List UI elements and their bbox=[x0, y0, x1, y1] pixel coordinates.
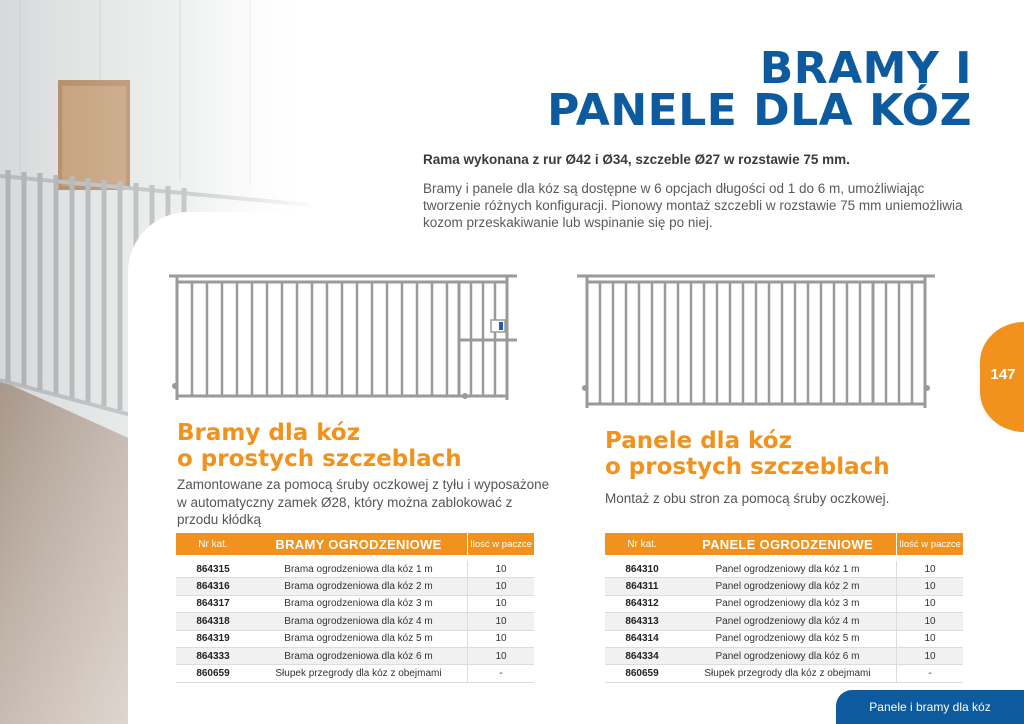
catalog-number: 864319 bbox=[176, 630, 250, 647]
column-header: Ilość w paczce bbox=[468, 533, 535, 555]
catalog-number: 864312 bbox=[605, 595, 679, 612]
page-number: 147 bbox=[990, 366, 1016, 383]
gates-heading-line-2: o prostych szczeblach bbox=[177, 446, 462, 472]
package-quantity: 10 bbox=[468, 613, 535, 630]
table-row bbox=[176, 613, 534, 630]
gates-heading bbox=[177, 420, 462, 472]
package-quantity: 10 bbox=[468, 630, 535, 647]
product-name: Brama ogrodzeniowa dla kóz 2 m bbox=[250, 578, 468, 595]
panels-heading-line-2: o prostych szczeblach bbox=[605, 454, 890, 480]
product-name: Panel ogrodzeniowy dla kóz 3 m bbox=[679, 595, 897, 612]
table-header-row bbox=[605, 533, 963, 555]
product-name: Brama ogrodzeniowa dla kóz 3 m bbox=[250, 595, 468, 612]
gates-description: Zamontowane za pomocą śruby oczkowej z tyłu i wyposażone w automatyczny zamek Ø28, który można zablokować z przodu kłódką bbox=[177, 477, 550, 527]
gates-heading-line-1: Bramy dla kóz bbox=[177, 420, 361, 446]
gate-illustration bbox=[165, 268, 525, 413]
product-name: Brama ogrodzeniowa dla kóz 6 m bbox=[250, 647, 468, 664]
panels-table bbox=[605, 533, 963, 683]
panels-heading-line-1: Panele dla kóz bbox=[605, 428, 792, 454]
product-name: Panel ogrodzeniowy dla kóz 6 m bbox=[679, 647, 897, 664]
package-quantity: 10 bbox=[897, 630, 964, 647]
catalog-number: 864315 bbox=[176, 561, 250, 578]
product-name: Panel ogrodzeniowy dla kóz 2 m bbox=[679, 578, 897, 595]
panels-heading bbox=[605, 428, 890, 480]
catalog-number: 864317 bbox=[176, 595, 250, 612]
gates-table bbox=[176, 533, 534, 683]
product-name: Brama ogrodzeniowa dla kóz 4 m bbox=[250, 613, 468, 630]
package-quantity: 10 bbox=[897, 595, 964, 612]
intro-paragraph: Bramy i panele dla kóz są dostępne w 6 opcjach długości od 1 do 6 m, umożliwiając tworzenie różnych konfiguracji. Pionowy montaż szczebli w rozstawie 75 mm uniemożliwia kozom przeskakiwanie lub wspinanie się po niej. bbox=[423, 181, 963, 230]
product-name: Panel ogrodzeniowy dla kóz 5 m bbox=[679, 630, 897, 647]
title-line-2: PANELE DLA KÓZ bbox=[547, 85, 972, 136]
table-row bbox=[176, 630, 534, 647]
catalog-number: 860659 bbox=[605, 665, 679, 682]
table-row bbox=[176, 561, 534, 578]
package-quantity: 10 bbox=[897, 561, 964, 578]
catalog-number: 864333 bbox=[176, 647, 250, 664]
catalog-number: 864313 bbox=[605, 613, 679, 630]
table-row bbox=[176, 595, 534, 612]
package-quantity: - bbox=[897, 665, 964, 682]
package-quantity: - bbox=[468, 665, 535, 682]
package-quantity: 10 bbox=[468, 578, 535, 595]
catalog-number: 864318 bbox=[176, 613, 250, 630]
table-row bbox=[176, 665, 534, 682]
product-name: Słupek przegrody dla kóz z obejmami bbox=[679, 665, 897, 682]
table-header-row bbox=[176, 533, 534, 555]
product-name: Brama ogrodzeniowa dla kóz 5 m bbox=[250, 630, 468, 647]
product-name: Słupek przegrody dla kóz z obejmami bbox=[250, 665, 468, 682]
package-quantity: 10 bbox=[468, 647, 535, 664]
table-row bbox=[605, 647, 963, 664]
product-name: Panel ogrodzeniowy dla kóz 1 m bbox=[679, 561, 897, 578]
panels-description: Montaż z obu stron za pomocą śruby oczkowej. bbox=[605, 491, 890, 506]
table-row bbox=[605, 578, 963, 595]
footer-section-label: Panele i bramy dla kóz bbox=[836, 690, 1024, 724]
table-row bbox=[176, 647, 534, 664]
column-header: Nr kat. bbox=[176, 533, 250, 555]
title-line-1: BRAMY I bbox=[759, 43, 972, 94]
package-quantity: 10 bbox=[897, 578, 964, 595]
subtitle: Rama wykonana z rur Ø42 i Ø34, szczeble Ø27 w rozstawie 75 mm. bbox=[423, 152, 850, 167]
table-row bbox=[605, 561, 963, 578]
package-quantity: 10 bbox=[468, 561, 535, 578]
column-header: Ilość w paczce bbox=[897, 533, 964, 555]
product-name: Brama ogrodzeniowa dla kóz 1 m bbox=[250, 561, 468, 578]
column-header: Nr kat. bbox=[605, 533, 679, 555]
package-quantity: 10 bbox=[897, 613, 964, 630]
product-name: Panel ogrodzeniowy dla kóz 4 m bbox=[679, 613, 897, 630]
table-row bbox=[176, 578, 534, 595]
catalog-number: 864310 bbox=[605, 561, 679, 578]
panel-illustration bbox=[575, 268, 940, 418]
catalog-number: 864316 bbox=[176, 578, 250, 595]
table-row bbox=[605, 665, 963, 682]
catalog-number: 864314 bbox=[605, 630, 679, 647]
table-row bbox=[605, 630, 963, 647]
catalog-number: 860659 bbox=[176, 665, 250, 682]
catalog-number: 864311 bbox=[605, 578, 679, 595]
table-row bbox=[605, 613, 963, 630]
column-header: PANELE OGRODZENIOWE bbox=[679, 533, 897, 555]
package-quantity: 10 bbox=[897, 647, 964, 664]
package-quantity: 10 bbox=[468, 595, 535, 612]
catalog-number: 864334 bbox=[605, 647, 679, 664]
table-row bbox=[605, 595, 963, 612]
page-title bbox=[547, 43, 972, 136]
column-header: BRAMY OGRODZENIOWE bbox=[250, 533, 468, 555]
